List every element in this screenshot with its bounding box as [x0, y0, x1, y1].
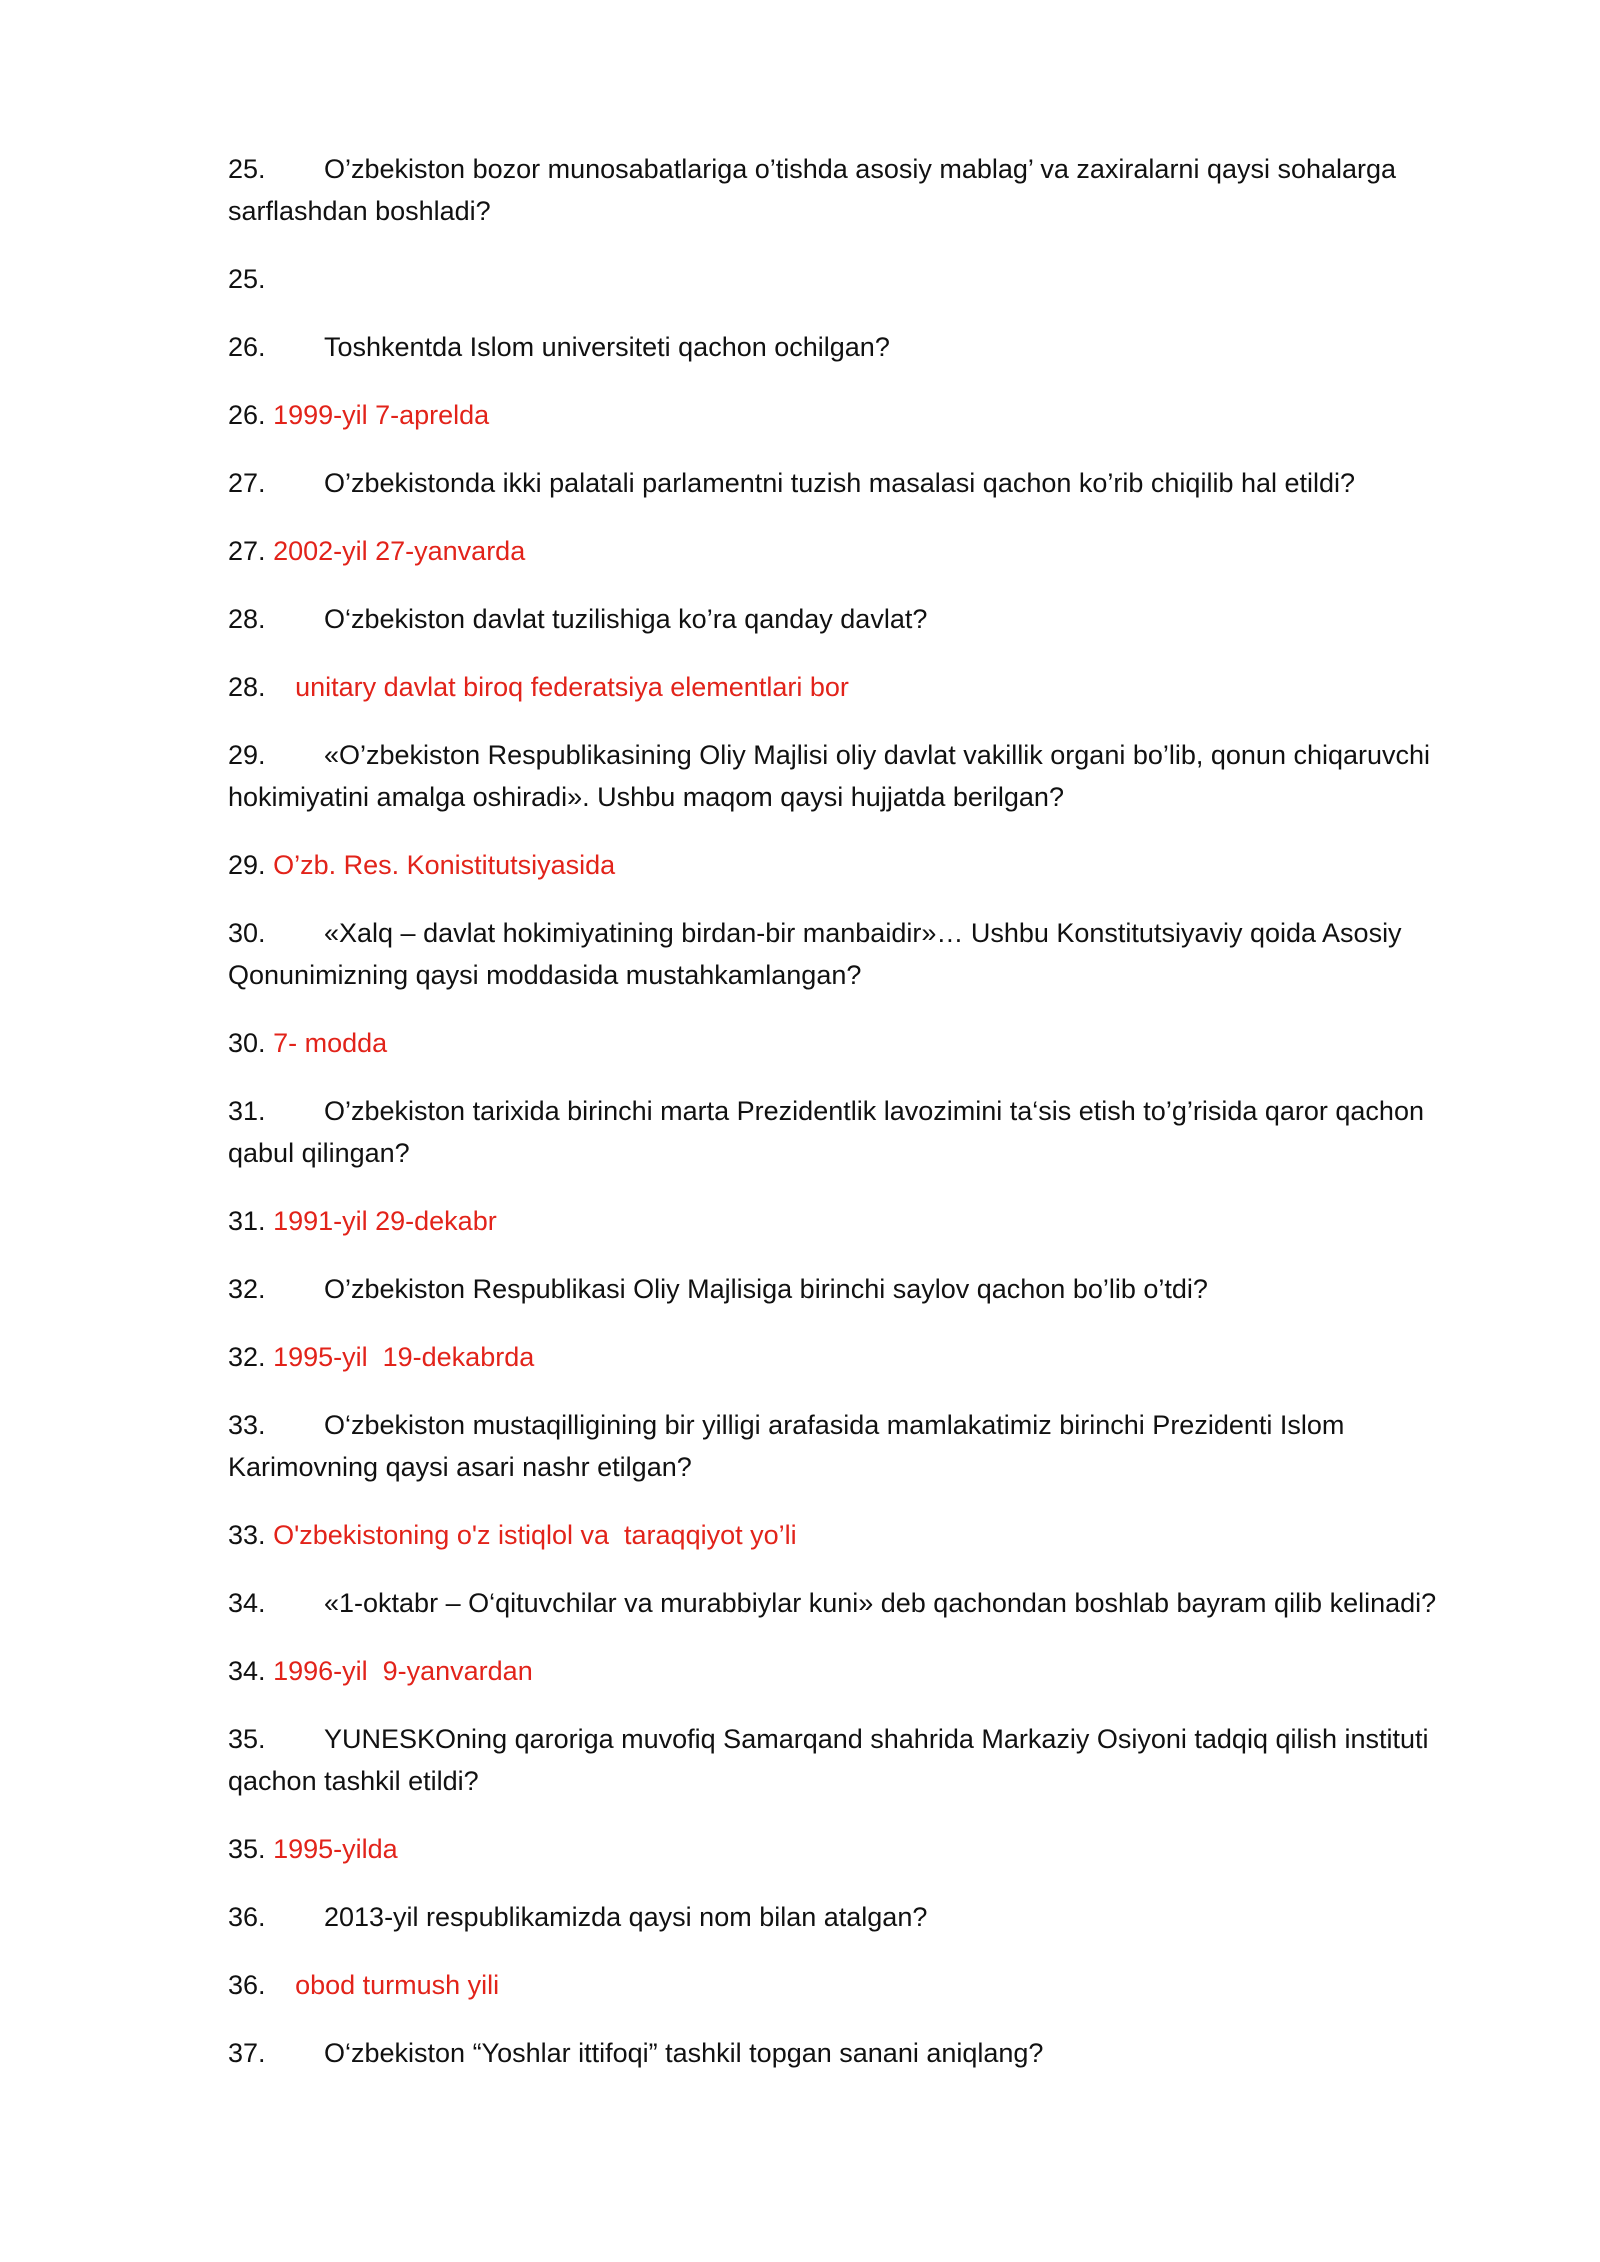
question-37 [228, 2032, 1448, 2074]
answer-text: O’zb. Res. Konistitutsiyasida [273, 850, 616, 880]
answer-number: 29. [228, 850, 266, 880]
answer-text: 1995-yil 19-dekabrda [273, 1342, 535, 1372]
question-number: 36. [228, 1902, 266, 1932]
answer-text: 2002-yil 27-yanvarda [273, 536, 526, 566]
answer-text: unitary davlat biroq federatsiya elementlari bor [295, 672, 849, 702]
question-27 [228, 462, 1448, 504]
answer-number: 32. [228, 1342, 266, 1372]
question-text: 2013-yil respublikamizda qaysi nom bilan atalgan? [324, 1902, 928, 1932]
answer-text: O'zbekistoning o'z istiqlol va taraqqiyot yo’li [273, 1520, 797, 1550]
answer-27 [228, 530, 1448, 572]
question-number: 31. [228, 1096, 266, 1126]
answer-number: 31. [228, 1206, 266, 1236]
answer-26 [228, 394, 1448, 436]
question-35 [228, 1718, 1448, 1802]
question-number: 29. [228, 740, 266, 770]
answer-32 [228, 1336, 1448, 1378]
question-number: 27. [228, 468, 266, 498]
question-text: «Xalq – davlat hokimiyatining birdan-bir manbaidir»… Ushbu Konstitutsiyaviy qoida Asosiy Qonunimizning qaysi moddasida mustahkamlangan? [228, 918, 1402, 990]
question-text: O‘zbekiston “Yoshlar ittifoqi” tashkil topgan sanani aniqlang? [324, 2038, 1044, 2068]
question-text: O’zbekiston bozor munosabatlariga o’tishda asosiy mablag’ va zaxiralarni qaysi sohalarga sarflashdan boshladi? [228, 154, 1397, 226]
answer-31 [228, 1200, 1448, 1242]
question-25 [228, 148, 1448, 232]
question-text: «O’zbekiston Respublikasining Oliy Majlisi oliy davlat vakillik organi bo’lib, qonun chiqaruvchi hokimiyatini amalga oshiradi». Ushbu maqom qaysi hujjatda berilgan? [228, 740, 1431, 812]
question-31 [228, 1090, 1448, 1174]
question-29 [228, 734, 1448, 818]
answer-text: 1999-yil 7-aprelda [273, 400, 490, 430]
question-text: Toshkentda Islom universiteti qachon ochilgan? [324, 332, 890, 362]
answer-number: 30. [228, 1028, 266, 1058]
question-number: 28. [228, 604, 266, 634]
answer-number: 34. [228, 1656, 266, 1686]
question-text: «1-oktabr – O‘qituvchilar va murabbiylar kuni» deb qachondan boshlab bayram qilib kelinadi? [324, 1588, 1437, 1618]
question-text: YUNESKOning qaroriga muvofiq Samarqand shahrida Markaziy Osiyoni tadqiq qilish instituti qachon tashkil etildi? [228, 1724, 1429, 1796]
answer-34 [228, 1650, 1448, 1692]
question-number: 33. [228, 1410, 266, 1440]
question-text: O’zbekiston tarixida birinchi marta Prezidentlik lavozimini ta‘sis etish to’g’risida qaror qachon qabul qilingan? [228, 1096, 1424, 1168]
answer-text: 1995-yilda [273, 1834, 398, 1864]
question-33 [228, 1404, 1448, 1488]
answer-33 [228, 1514, 1448, 1556]
question-text: O‘zbekiston davlat tuzilishiga ko’ra qanday davlat? [324, 604, 928, 634]
question-number: 26. [228, 332, 266, 362]
question-text: O’zbekistonda ikki palatali parlamentni tuzish masalasi qachon ko’rib chiqilib hal etildi? [324, 468, 1356, 498]
answer-number: 35. [228, 1834, 266, 1864]
answer-35 [228, 1828, 1448, 1870]
answer-number: 25. [228, 264, 266, 294]
answer-number: 28. [228, 672, 266, 702]
answer-text: 1991-yil 29-dekabr [273, 1206, 497, 1236]
question-text: O‘zbekiston mustaqilligining bir yilligi arafasida mamlakatimiz birinchi Prezidenti Islom Karimovning qaysi asari nashr etilgan? [228, 1410, 1345, 1482]
question-number: 35. [228, 1724, 266, 1754]
answer-number: 26. [228, 400, 266, 430]
question-36 [228, 1896, 1448, 1938]
answer-28 [228, 666, 1448, 708]
answer-36 [228, 1964, 1448, 2006]
question-34 [228, 1582, 1448, 1624]
answer-30 [228, 1022, 1448, 1064]
question-30 [228, 912, 1448, 996]
answer-25 [228, 258, 1448, 300]
question-text: O’zbekiston Respublikasi Oliy Majlisiga birinchi saylov qachon bo’lib o’tdi? [324, 1274, 1208, 1304]
answer-number: 27. [228, 536, 266, 566]
question-28 [228, 598, 1448, 640]
question-number: 37. [228, 2038, 266, 2068]
answer-number: 33. [228, 1520, 266, 1550]
answer-29 [228, 844, 1448, 886]
question-number: 25. [228, 154, 266, 184]
question-32 [228, 1268, 1448, 1310]
answer-text: 1996-yil 9-yanvardan [273, 1656, 533, 1686]
question-number: 34. [228, 1588, 266, 1618]
answer-text: 7- modda [273, 1028, 388, 1058]
question-number: 32. [228, 1274, 266, 1304]
question-26 [228, 326, 1448, 368]
question-number: 30. [228, 918, 266, 948]
answer-text: obod turmush yili [295, 1970, 500, 2000]
document-page [228, 148, 1448, 2100]
answer-number: 36. [228, 1970, 266, 2000]
